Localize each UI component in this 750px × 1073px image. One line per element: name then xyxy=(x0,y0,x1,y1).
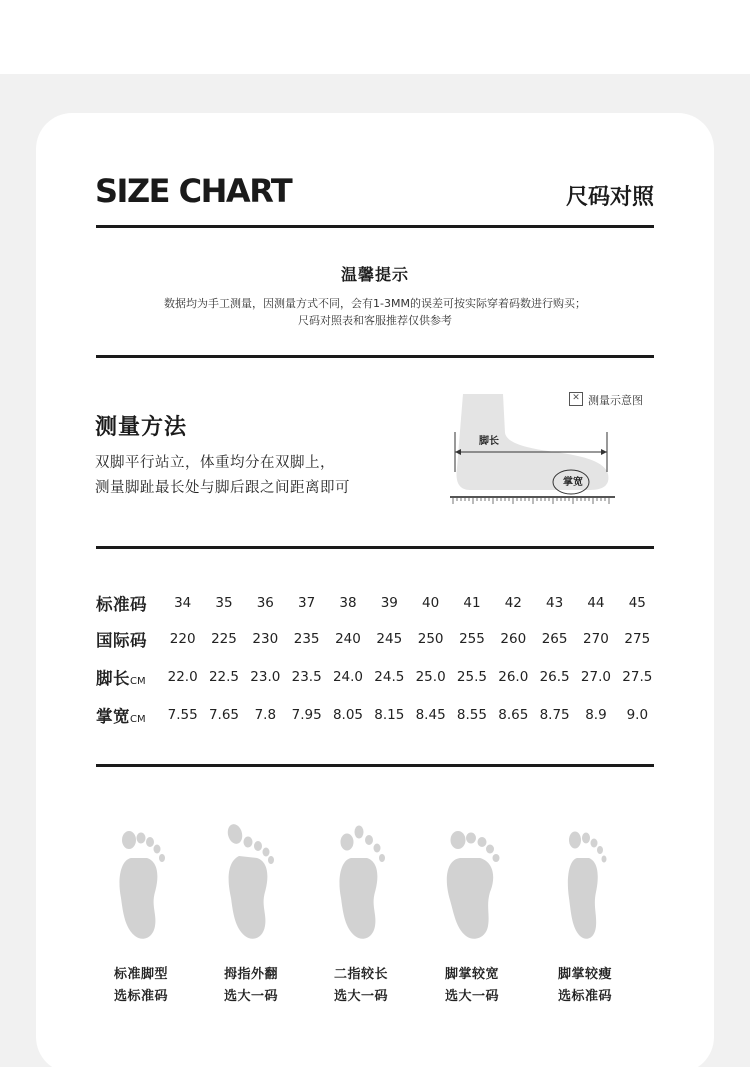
table-cell: 26.0 xyxy=(498,669,529,685)
table-cell: 8.9 xyxy=(585,707,607,723)
table-cell: 275 xyxy=(624,631,651,647)
row-label: 国际码 xyxy=(96,631,147,650)
foot-type-item xyxy=(427,815,517,1008)
divider xyxy=(96,355,654,358)
table-cell: 39 xyxy=(380,595,398,611)
diagram-length-label: 脚长 xyxy=(479,436,499,447)
notice-line-1: 数据均为手工测量，因测量方式不同，会有1-3MM的误差可按实际穿着码数进行购买； xyxy=(164,297,586,310)
table-cell: 41 xyxy=(463,595,481,611)
table-cell: 24.0 xyxy=(332,669,363,685)
slim-foot-icon xyxy=(540,818,630,948)
table-cell: 22.5 xyxy=(208,669,240,685)
table-cell: 44 xyxy=(587,595,605,611)
table-cell: 34 xyxy=(174,595,192,611)
table-cell: 8.45 xyxy=(415,707,446,723)
table-cell: 7.95 xyxy=(291,707,322,723)
foot-type-advice: 选大一码 xyxy=(444,989,499,1004)
table-row xyxy=(96,585,658,621)
table-cell: 8.55 xyxy=(456,707,487,723)
table-row xyxy=(96,621,658,657)
row-header xyxy=(96,657,162,697)
foot-type-name: 拇指外翻 xyxy=(223,967,278,982)
table-cell: 23.5 xyxy=(291,669,322,685)
table-cell: 9.0 xyxy=(626,707,649,723)
title-chinese: 尺码对照 xyxy=(565,185,654,210)
table-cell: 27.5 xyxy=(622,669,653,685)
row-unit: CM xyxy=(130,714,146,725)
table-cell: 220 xyxy=(169,631,196,647)
table-cell: 26.5 xyxy=(539,669,570,685)
size-table xyxy=(96,585,658,733)
divider xyxy=(96,546,654,549)
table-cell: 7.65 xyxy=(208,707,240,723)
table-cell: 7.8 xyxy=(254,707,277,723)
table-cell: 225 xyxy=(211,631,237,647)
row-label: 掌宽 xyxy=(96,707,130,726)
table-row xyxy=(96,697,658,733)
table-cell: 235 xyxy=(293,631,320,647)
table-cell: 25.5 xyxy=(456,669,487,685)
table-cell: 45 xyxy=(628,595,646,611)
method-line-1: 双脚平行站立，体重均分在双脚上， xyxy=(95,455,335,471)
method-title: 测量方法 xyxy=(95,415,188,440)
divider xyxy=(96,225,654,228)
title-english: SIZE CHART xyxy=(95,172,292,210)
table-cell: 270 xyxy=(583,631,609,647)
table-cell: 36 xyxy=(256,595,274,611)
standard-foot-icon xyxy=(96,818,186,948)
row-unit: CM xyxy=(130,676,146,687)
table-cell: 230 xyxy=(252,631,279,647)
foot-type-name: 二指较长 xyxy=(333,967,388,982)
foot-type-advice: 选标准码 xyxy=(557,989,612,1004)
table-cell: 24.5 xyxy=(374,669,405,685)
table-row xyxy=(96,657,658,697)
table-cell: 245 xyxy=(376,631,403,647)
foot-type-guide xyxy=(96,815,656,1015)
table-cell: 27.0 xyxy=(580,669,611,685)
table-cell: 37 xyxy=(298,595,316,611)
foot-type-item xyxy=(96,815,186,1008)
notice-line-2: 尺码对照表和客服推荐仅供参考 xyxy=(298,314,452,327)
method-line-2: 测量脚趾最长处与脚后跟之间距离即可 xyxy=(95,480,350,496)
table-cell: 25.0 xyxy=(415,669,446,685)
table-cell: 40 xyxy=(422,595,440,611)
table-cell: 23.0 xyxy=(250,669,281,685)
bunion-foot-icon xyxy=(206,818,296,948)
table-cell: 42 xyxy=(504,595,522,611)
table-cell: 8.15 xyxy=(374,707,405,723)
row-header xyxy=(96,585,162,621)
table-cell: 8.65 xyxy=(498,707,529,723)
table-cell: 35 xyxy=(215,595,233,611)
diagram-icon: ✕ xyxy=(569,392,583,406)
divider xyxy=(96,764,654,767)
foot-measurement-diagram xyxy=(445,388,620,508)
row-header xyxy=(96,697,162,733)
foot-type-name: 脚掌较宽 xyxy=(444,967,499,982)
foot-type-item xyxy=(540,815,630,1008)
table-cell: 8.75 xyxy=(539,707,570,723)
table-cell: 255 xyxy=(459,631,485,647)
table-cell: 22.0 xyxy=(167,669,198,685)
row-label: 脚长 xyxy=(96,669,130,688)
diagram-caption: 测量示意图 xyxy=(588,394,643,407)
table-cell: 265 xyxy=(541,631,568,647)
foot-type-item xyxy=(316,815,406,1008)
row-label: 标准码 xyxy=(96,595,147,614)
foot-type-name: 脚掌较瘦 xyxy=(557,967,612,982)
table-cell: 260 xyxy=(500,631,527,647)
table-cell: 240 xyxy=(335,631,361,647)
diagram-width-label: 掌宽 xyxy=(563,477,583,488)
foot-type-name: 标准脚型 xyxy=(113,967,168,982)
table-cell: 38 xyxy=(339,595,357,611)
row-header xyxy=(96,621,162,657)
wide-foot-icon xyxy=(427,818,517,948)
foot-type-advice: 选大一码 xyxy=(223,989,278,1004)
table-cell: 43 xyxy=(546,595,564,611)
table-cell: 8.05 xyxy=(332,707,363,723)
foot-type-advice: 选大一码 xyxy=(333,989,388,1004)
table-cell: 250 xyxy=(417,631,444,647)
table-cell: 7.55 xyxy=(167,707,198,723)
long-second-toe-foot-icon xyxy=(316,818,406,948)
notice-title: 温馨提示 xyxy=(340,265,409,284)
foot-type-item xyxy=(206,815,296,1008)
foot-type-advice: 选标准码 xyxy=(113,989,168,1004)
